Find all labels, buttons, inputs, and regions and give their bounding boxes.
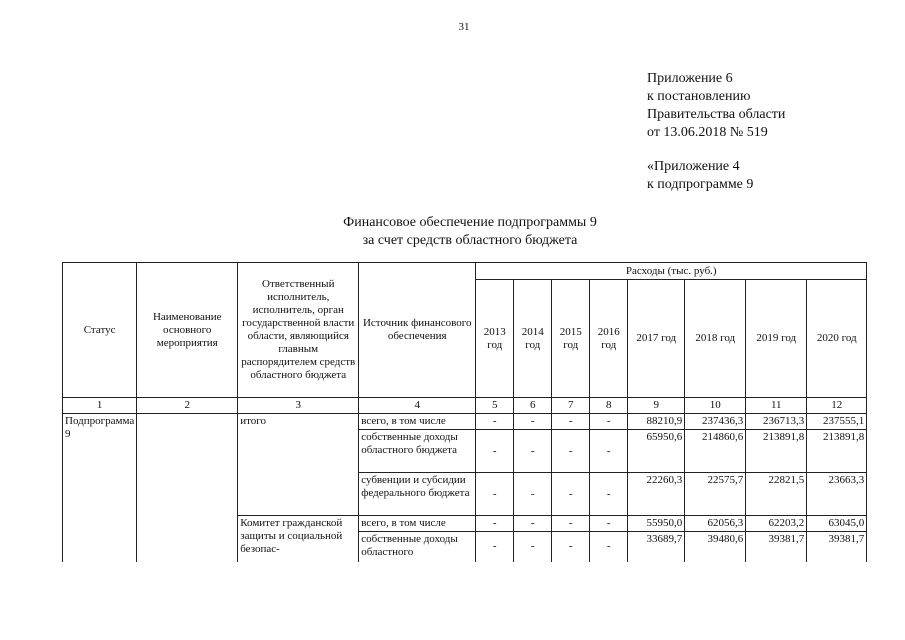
column-number: 12	[807, 398, 867, 414]
source-cell: собственные доходы областного бюджета	[359, 430, 476, 473]
column-number: 1	[63, 398, 137, 414]
source-cell: собственные доходы областного	[359, 532, 476, 562]
appendix-reference-block	[647, 158, 753, 194]
value-cell: 214860,6	[685, 430, 746, 473]
value-cell: 23663,3	[807, 473, 867, 516]
appendix-block	[647, 70, 785, 142]
value-cell: -	[590, 414, 628, 430]
value-cell: -	[514, 473, 552, 516]
column-number: 2	[137, 398, 238, 414]
value-cell: -	[514, 516, 552, 532]
value-cell: 213891,8	[746, 430, 807, 473]
executor-total-cell: итого	[238, 414, 359, 516]
header-year-2017: 2017 год	[628, 280, 685, 398]
header-source: Источник финансового обеспечения	[359, 263, 476, 398]
value-cell: -	[476, 516, 514, 532]
source-cell: всего, в том числе	[359, 414, 476, 430]
value-cell: -	[590, 430, 628, 473]
appendix-line: Приложение 6	[647, 71, 733, 86]
appendix-line: к постановлению	[647, 89, 751, 104]
header-executor: Ответственный исполнитель, исполнитель, орган государственной власти области, являющийся главным распорядителем средств областного бюджета	[238, 263, 359, 398]
value-cell: 22821,5	[746, 473, 807, 516]
column-number: 4	[359, 398, 476, 414]
value-cell: 33689,7	[628, 532, 685, 562]
value-cell: 39480,6	[685, 532, 746, 562]
value-cell: -	[590, 473, 628, 516]
appendix-line: от 13.06.2018 № 519	[647, 125, 768, 140]
column-number: 6	[514, 398, 552, 414]
value-cell: 88210,9	[628, 414, 685, 430]
value-cell: 213891,8	[807, 430, 867, 473]
value-cell: -	[552, 516, 590, 532]
header-year-2019: 2019 год	[746, 280, 807, 398]
financing-table	[62, 262, 867, 562]
value-cell: 62203,2	[746, 516, 807, 532]
value-cell: 39381,7	[807, 532, 867, 562]
value-cell: -	[514, 430, 552, 473]
column-number: 7	[552, 398, 590, 414]
value-cell: 22575,7	[685, 473, 746, 516]
value-cell: 63045,0	[807, 516, 867, 532]
header-status: Статус	[63, 263, 137, 398]
value-cell: -	[590, 532, 628, 562]
value-cell: 65950,6	[628, 430, 685, 473]
value-cell: -	[552, 414, 590, 430]
value-cell: -	[552, 532, 590, 562]
value-cell: -	[476, 473, 514, 516]
value-cell: -	[476, 430, 514, 473]
document-title	[250, 214, 690, 250]
column-number: 3	[238, 398, 359, 414]
value-cell: 236713,3	[746, 414, 807, 430]
status-cell: Подпрограмма 9	[63, 414, 137, 562]
title-line: Финансовое обеспечение подпрограммы 9	[343, 215, 597, 230]
header-year-2020: 2020 год	[807, 280, 867, 398]
header-name: Наименование основного мероприятия	[137, 263, 238, 398]
value-cell: 55950,0	[628, 516, 685, 532]
value-cell: -	[476, 414, 514, 430]
value-cell: 62056,3	[685, 516, 746, 532]
column-number: 9	[628, 398, 685, 414]
column-number: 5	[476, 398, 514, 414]
value-cell: -	[476, 532, 514, 562]
header-year-2016: 2016 год	[590, 280, 628, 398]
page-number: 31	[458, 21, 470, 33]
column-number: 10	[685, 398, 746, 414]
executor-committee-cell: Комитет гражданской защиты и социальной безопас-	[238, 516, 359, 562]
appendix-line: к подпрограмме 9	[647, 177, 754, 192]
title-line: за счет средств областного бюджета	[362, 233, 578, 248]
value-cell: 22260,3	[628, 473, 685, 516]
source-cell: субвенции и субсидии федерального бюджета	[359, 473, 476, 516]
value-cell: 237555,1	[807, 414, 867, 430]
source-cell: всего, в том числе	[359, 516, 476, 532]
value-cell: 237436,3	[685, 414, 746, 430]
column-number: 8	[590, 398, 628, 414]
activity-name-cell	[137, 414, 238, 562]
appendix-line: Правительства области	[647, 107, 786, 122]
header-year-2018: 2018 год	[685, 280, 746, 398]
column-number: 11	[746, 398, 807, 414]
header-year-2013: 2013 год	[476, 280, 514, 398]
appendix-line: «Приложение 4	[647, 159, 740, 174]
header-year-2015: 2015 год	[552, 280, 590, 398]
value-cell: -	[514, 414, 552, 430]
header-expenses: Расходы (тыс. руб.)	[476, 263, 867, 280]
value-cell: -	[552, 473, 590, 516]
value-cell: -	[552, 430, 590, 473]
value-cell: 39381,7	[746, 532, 807, 562]
value-cell: -	[590, 516, 628, 532]
value-cell: -	[514, 532, 552, 562]
header-year-2014: 2014 год	[514, 280, 552, 398]
